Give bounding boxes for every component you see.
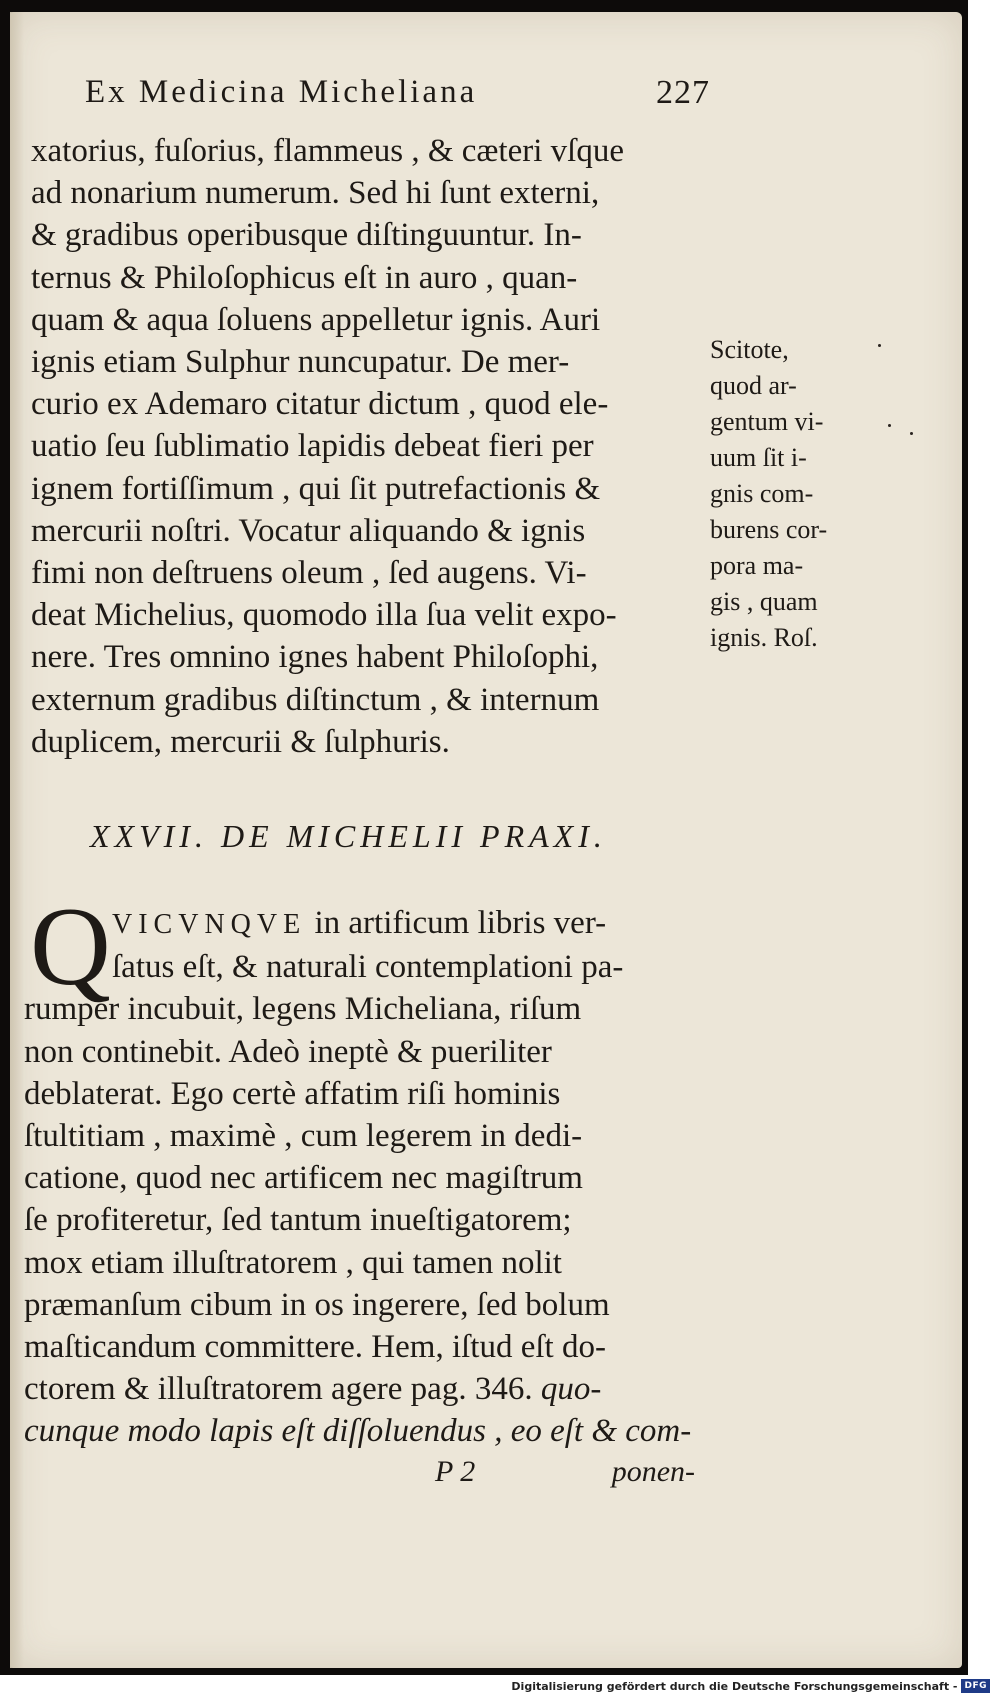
text-line: nere. Tres omnino ignes habent Philoſophi,: [31, 639, 599, 676]
text-line: ſe profiteretur, ſed tantum inueſtigatorem;: [24, 1202, 572, 1239]
drop-cap: Q: [30, 885, 111, 1009]
page-gutter-shadow: [10, 12, 24, 1668]
text-line: deat Michelius, quomodo illa ſua velit expo-: [31, 597, 617, 634]
text-line: fimi non deſtruens oleum , ſed augens. Vi-: [31, 555, 587, 592]
text-line: deblaterat. Ego certè affatim riſi hominis: [24, 1075, 561, 1112]
folio-number: 227: [656, 74, 710, 111]
margin-line: ignis. Roſ.: [710, 623, 818, 652]
running-title: Ex Medicina Micheliana: [85, 74, 478, 110]
text-line: ſtultitiam , maximè , cum legerem in dedi-: [24, 1118, 583, 1155]
margin-line: pora ma-: [710, 551, 804, 580]
text-line: curio ex Ademaro citatur dictum , quod ele-: [31, 386, 609, 423]
text-line: non continebit. Adeò ineptè & pueriliter: [24, 1033, 552, 1070]
text-fragment: ctorem & illuſtratorem agere pag. 346.: [24, 1371, 533, 1408]
margin-line: uum ſit i-: [710, 443, 807, 472]
ink-speck: [878, 344, 881, 347]
text-line: ignem fortiſſimum , qui ſit putrefactionis &: [31, 470, 601, 507]
catchword: ponen-: [611, 1455, 695, 1488]
section-heading: XXVII. DE MICHELII PRAXI.: [90, 818, 607, 854]
body-paragraph-1: [31, 130, 696, 763]
text-line: mercurii noſtri. Vocatur aliquando & ignis: [31, 512, 586, 549]
text-fragment: in artificum libris ver-: [306, 905, 607, 941]
opening-small-caps: VICVNQVE: [112, 909, 307, 940]
text-line: xatorius, fuſorius, flammeus , & cæteri vſque: [31, 133, 624, 169]
text-line: ad nonarium numerum. Sed hi ſunt externi,: [31, 175, 600, 212]
ink-speck: [910, 432, 913, 435]
ink-speck: [888, 424, 891, 427]
text-line: [24, 902, 696, 946]
text-line: ignis etiam Sulphur nuncupatur. De mer-: [31, 344, 570, 381]
margin-line: gis , quam: [710, 587, 818, 616]
text-line: & gradibus operibusque diſtinguuntur. In-: [31, 217, 582, 254]
text-line: [24, 1368, 696, 1410]
book-page: [10, 12, 962, 1668]
marginal-note: [710, 332, 860, 656]
text-line: ternus & Philoſophicus eſt in auro , quan-: [31, 259, 578, 296]
text-line: quam & aqua ſoluens appelletur ignis. Auri: [31, 301, 601, 338]
signature-mark: P 2: [435, 1455, 476, 1488]
margin-line: burens cor-: [710, 515, 828, 544]
text-line: rumper incubuit, legens Micheliana, riſum: [24, 991, 582, 1028]
margin-line: quod ar-: [710, 371, 797, 400]
text-line: externum gradibus diſtinctum , & internum: [31, 681, 600, 718]
text-line: præmanſum cibum in os ingerere, ſed bolum: [24, 1286, 610, 1323]
credit-text: Digitalisierung gefördert durch die Deutsche Forschungsgemeinschaft -: [511, 1679, 958, 1693]
running-head: [85, 74, 710, 120]
margin-line: Scitote,: [710, 335, 789, 364]
margin-line: gnis com-: [710, 479, 814, 508]
italic-fragment: quo-: [532, 1371, 602, 1408]
text-line: uatio ſeu ſublimatio lapidis debeat fieri per: [31, 428, 594, 465]
digitization-credit: [511, 1678, 990, 1694]
text-line: duplicem, mercurii & ſulphuris.: [31, 723, 450, 760]
text-line: catione, quod nec artificem nec magiſtrum: [24, 1160, 583, 1197]
text-line: ſatus eſt, & naturali contemplationi pa-: [112, 949, 624, 986]
text-line: cunque modo lapis eſt diſſoluendus , eo eſt & com-: [24, 1413, 692, 1450]
text-line: mox etiam illuſtratorem , qui tamen nolit: [24, 1244, 562, 1281]
margin-line: gentum vi-: [710, 407, 824, 436]
text-line: maſticandum committere. Hem, iſtud eſt do-: [24, 1329, 606, 1366]
dfg-logo: DFG: [961, 1679, 990, 1693]
body-paragraph-2: [24, 902, 696, 1453]
